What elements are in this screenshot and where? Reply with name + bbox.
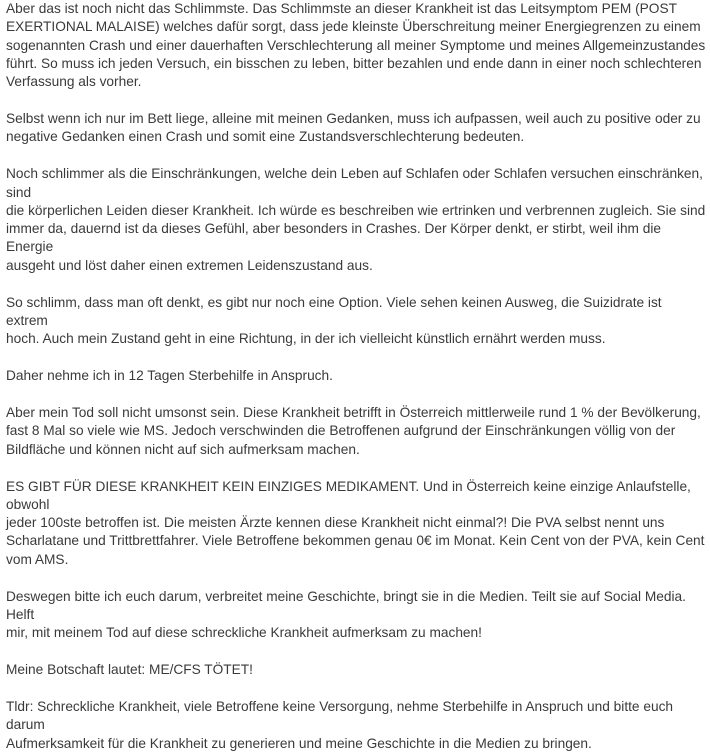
paragraph-message: Meine Botschaft lautet: ME/CFS TÖTET! xyxy=(6,662,253,678)
paragraph-pem: Aber das ist noch nicht das Schlimmste. Das Schlimmste an dieser Krankheit ist das Leitsymptom PEM (POST EXERTIONAL MALAISE) welches dafür sorgt, dass jede kleinste Überschreitung meiner Energiegrenzen zu einem sogenannten Crash und einer dauerhaften Verschlechterung all meiner Symptome und meines Allgemeinzustandes führt. So muss ich jeden Versuch, ein bisschen zu leben, bitter bezahlen und ende dann in einer noch schlechteren Verfassung als vorher. xyxy=(6,1,706,90)
paragraph-thoughts: Selbst wenn ich nur im Bett liege, alleine mit meinen Gedanken, muss ich aufpassen, weil auch zu positive oder zu negative Gedanken einen Crash und somit eine Zustandsverschlechterung bedeuten. xyxy=(6,111,701,145)
paragraph-tldr: Tldr: Schreckliche Krankheit, viele Betroffene keine Versorgung, nehme Sterbehilfe in Anspruch und bitte euch darum Aufmerksamkeit für die Krankheit zu generieren und meine Geschichte in die Medien zu bringen. xyxy=(6,698,674,751)
paragraph-assisted-dying: Daher nehme ich in 12 Tagen Sterbehilfe in Anspruch. xyxy=(6,368,333,384)
paragraph-call-to-action: Deswegen bitte ich euch darum, verbreitet meine Geschichte, bringt sie in die Medien. Teilt sie auf Social Media. Helft mir, mit meinem Tod auf diese schreckliche Krankheit aufmerksam zu machen! xyxy=(6,588,686,641)
post-body xyxy=(6,0,706,753)
paragraph-no-medication: ES GIBT FÜR DIESE KRANKHEIT KEIN EINZIGES MEDIKAMENT. Und in Österreich keine einzige Anlaufstelle, obwohl jeder 100ste betroffen ist. Die meisten Ärzte kennen diese Krankheit nicht einmal?! Die PVA selbst nennt uns Scharlatane und Trittbrettfahrer. Viele Betroffene bekommen genau 0€ im Monat. Kein Cent von der PVA, kein Cent vom AMS. xyxy=(6,478,705,567)
paragraph-prevalence: Aber mein Tod soll nicht umsonst sein. Diese Krankheit betrifft in Österreich mittlerweile rund 1 % der Bevölkerung, fast 8 Mal so viele wie MS. Jedoch verschwinden die Betroffenen aufgrund der Einschränkungen völlig von der Bildfläche und können nicht auf sich aufmerksam machen. xyxy=(6,405,701,457)
paragraph-no-way-out: So schlimm, dass man oft denkt, es gibt nur noch eine Option. Viele sehen keinen Ausweg, die Suizidrate ist extrem hoch. Auch mein Zustand geht in eine Richtung, in der ich vielleicht künstlich ernährt werden muss. xyxy=(6,294,662,347)
paragraph-physical-suffering: Noch schlimmer als die Einschränkungen, welche dein Leben auf Schlafen oder Schlafen versuchen einschränken, sind die körperlichen Leiden dieser Krankheit. Ich würde es beschreiben wie ertrinken und verbrennen zugleich. Sie sind immer da, dauernd ist da dieses Gefühl, aber besonders in Crashes. Der Körper denkt, er stirbt, weil ihm die Energie ausgeht und löst daher einen extremen Leidenszustand aus. xyxy=(6,166,706,273)
